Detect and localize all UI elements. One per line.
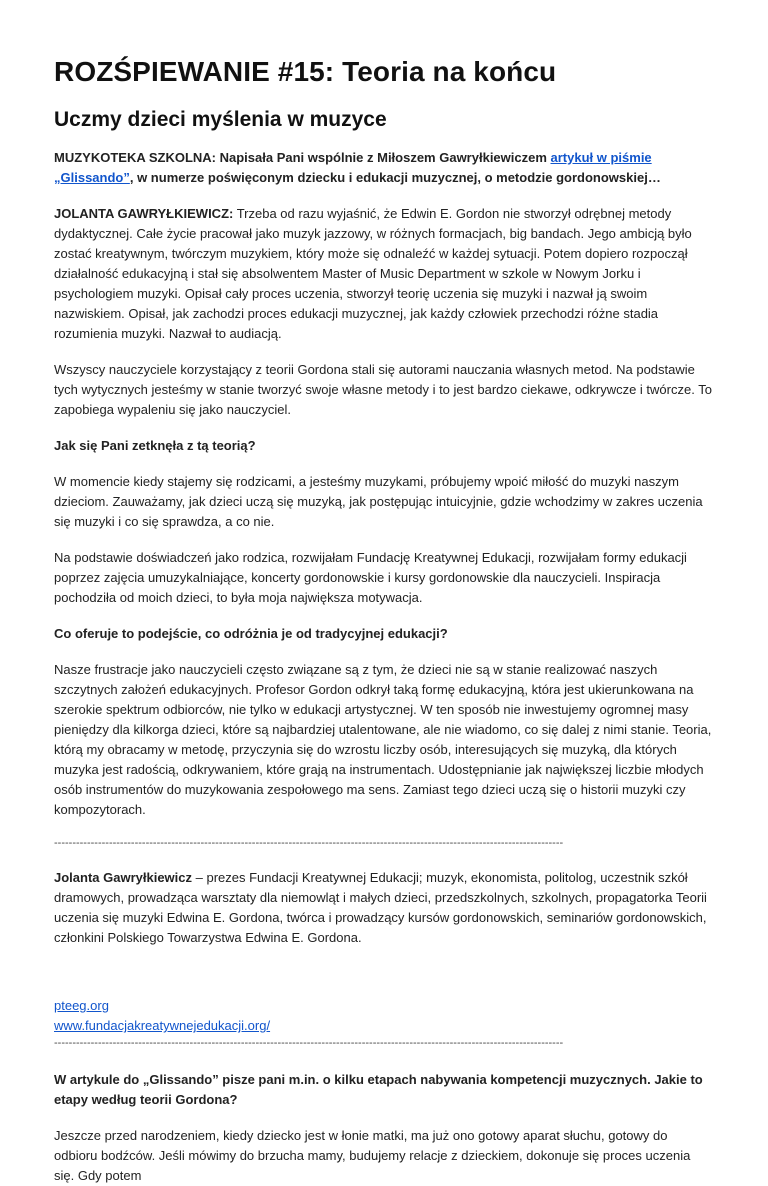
answer-text: Trzeba od razu wyjaśnić, że Edwin E. Gordon nie stworzył odrębnej metody dydaktycznej. Całe życie pracował jako muzyk jazzowy, w różnych formacjach, big bandach. Jego ambicją było zostać kreatywnym, twórczym muzykiem, który może się odnaleźć w każdej sytuacji. Potem dopiero rozpoczął działalność edukacyjną i stał się absolwentem Master of Music Department w szkole w Nowym Jorku i psychologiem muzyki. Opisał cały proces uczenia, stworzył teorię uczenia się muzyki i nazwał ją swoim nazwiskiem. Opisał, jak zachodzi proces edukacji muzycznej, jak każdy człowiek przechodzi różne stadia rozumienia muzyki. Nazwał to audiacją. [54,206,692,341]
fundacja-link[interactable]: www.fundacjakreatywnejedukacji.org/ [54,1018,271,1033]
intro-text: MUZYKOTEKA SZKOLNA: Napisała Pani wspólnie z Miłoszem Gawryłkiewiczem [54,150,551,165]
speaker-name: JOLANTA GAWRYŁKIEWICZ: [54,206,234,221]
glissando-article-link[interactable]: artykuł w piśmie „Glissando” [54,150,652,185]
bio-text: – prezes Fundacji Kreatywnej Edukacji; muzyk, ekonomista, politolog, uczestnik szkół dramowych, prowadząca warsztaty dla niemowląt i małych dzieci, przedszkolnych, szkolnych, propagatorka Teorii uczenia się muzyki Edwina E. Gordona, twórca i prowadzący kursów gordonowskich, seminariów gordonowskich, członkini Polskiego Towarzystwa Edwina E. Gordona. [54,870,707,945]
intro-question [54,148,714,188]
bio-name: Jolanta Gawryłkiewicz [54,870,193,885]
paragraph: Wszyscy nauczyciele korzystający z teorii Gordona stali się autorami nauczania własnych metod. Na podstawie tych wytycznych jesteśmy w stanie tworzyć swoje własne metody i to jest bardzo ciekawe, odkrywcze i twórcze. To zapobiega wypaleniu się jako nauczyciel. [54,362,712,417]
question-heading: Jak się Pani zetknęła z tą teorią? [54,438,256,453]
pteeg-link[interactable]: pteeg.org [54,998,109,1013]
links-block [54,996,714,1036]
paragraph: Na podstawie doświadczeń jako rodzica, rozwijałam Fundację Kreatywnej Edukacji, rozwijałam formy edukacji poprzez zajęcia umuzykalniające, koncerty gordonowskie i kursy gordonowskie dla nauczycieli. Inspiracja pochodziła od moich dzieci, to była moja największa motywacja. [54,550,687,605]
page-title: ROZŚPIEWANIE #15: Teoria na końcu [54,56,557,87]
intro-text-end: , w numerze poświęconym dziecku i edukacji muzycznej, o metodzie gordonowskiej… [129,170,661,185]
paragraph: W momencie kiedy stajemy się rodzicami, a jesteśmy muzykami, próbujemy wpoić miłość do muzyki naszym dzieciom. Zauważamy, jak dzieci uczą się muzyką, jak postępując intuicyjnie, gdzie wchodzimy w zakres uczenia się muzyki i co się sprawdza, a co nie. [54,474,703,529]
page-subtitle: Uczmy dzieci myślenia w muzyce [54,108,387,131]
paragraph: Nasze frustracje jako nauczycieli często związane są z tym, że dzieci nie są w stanie realizować naszych szczytnych założeń edukacyjnych. Profesor Gordon odkrył taką formę edukacyjną, która jest ukierunkowana na szerokie spektrum odbiorców, nie tylko w edukacji artystycznej. W ten sposób nie inwestujemy ogromnej masy pieniędzy dla kilkorga dzieci, które są najbardziej utalentowane, ale nie wiadomo, co się dalej z nimi stanie. Teoria, którą my obracamy w metodę, przyczynia się do wzrostu liczby osób, interesujących się muzyką, dla których muzyka jest radością, odkrywaniem, które grają na instrumentach. Udostępnianie jak największej liczbie młodych osób instrumentów do muzykowania zespołowego ma sens. Zamiast tego dzieci uczą się o historii muzyki czy kompozytorach. [54,662,712,817]
separator-line: ------------------------------------------------------------------------------------------------------------------------------------------- [54,837,564,849]
question-heading: Co oferuje to podejście, co odróżnia je od tradycyjnej edukacji? [54,626,448,641]
paragraph: Jeszcze przed narodzeniem, kiedy dziecko jest w łonie matki, ma już ono gotowy aparat słuchu, gotowy do odbioru bodźców. Jeśli mówimy do brzucha mamy, budujemy relacje z dzieckiem, dokonuje się proces uczenia się. Gdy potem [54,1128,691,1183]
separator-line: ------------------------------------------------------------------------------------------------------------------------------------------- [54,1037,564,1049]
question-heading: W artykule do „Glissando” pisze pani m.in. o kilku etapach nabywania kompetencji muzycznych. Jakie to etapy według teorii Gordona? [54,1072,703,1107]
answer-paragraph [54,204,714,344]
author-bio [54,868,714,948]
